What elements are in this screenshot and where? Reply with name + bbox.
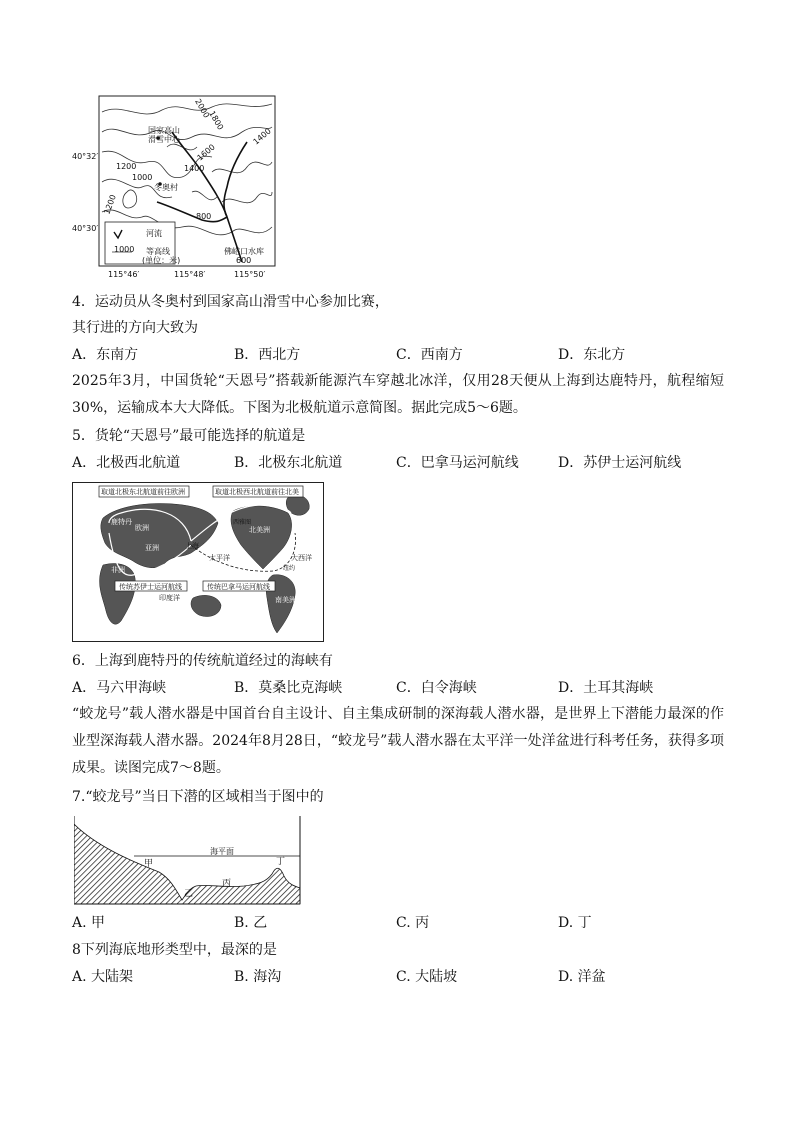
label-yi: 乙 bbox=[184, 889, 194, 899]
contour-label-800: 800 bbox=[196, 212, 212, 221]
legend-river: 河流 bbox=[146, 229, 162, 238]
label-sea-level: 海平面 bbox=[210, 847, 234, 856]
label-alpine-center: 国家高山 滑雪中心 bbox=[148, 126, 180, 144]
legend-sample-1000: 1000 bbox=[114, 245, 135, 254]
lon-label-2: 115°48′ bbox=[174, 270, 206, 279]
lon-label-3: 115°50′ bbox=[234, 270, 266, 279]
contour-label-1200-b: 1200 bbox=[102, 193, 118, 216]
contour-label-1600: 1600 bbox=[195, 142, 217, 163]
lat-label-1: 40°32′ bbox=[72, 152, 99, 161]
contour-label-1400-a: 1400 bbox=[251, 126, 273, 147]
label-bing: 丙 bbox=[222, 879, 232, 889]
map-label-europe: 欧洲 bbox=[135, 524, 149, 532]
map-label-shanghai: 上海 bbox=[185, 542, 199, 550]
q7-option-c[interactable]: C. 丙 bbox=[396, 915, 430, 931]
q7-option-a[interactable]: A. 甲 bbox=[72, 915, 106, 931]
label-jia: 甲 bbox=[144, 859, 154, 869]
intro-5-6: 2025年3月，中国货轮“天恩号”搭载新能源汽车穿越北冰洋，仅用28天便从上海到达鹿特丹，航程缩短30%，运输成本大大降低。下图为北极航道示意简图。据此完成5～6题。 bbox=[72, 373, 724, 416]
contour-label-1400-b: 1400 bbox=[184, 164, 205, 173]
q5-option-c[interactable]: C．巴拿马运河航线 bbox=[396, 455, 519, 471]
q7-option-b[interactable]: B. 乙 bbox=[234, 915, 268, 931]
map-label-indian-ocean: 印度洋 bbox=[159, 594, 180, 602]
q4-stem-line1: 4．运动员从冬奥村到国家高山滑雪中心参加比赛， bbox=[72, 294, 389, 310]
contour-label-2000: 2000 bbox=[193, 97, 212, 120]
contour-label-1000: 1000 bbox=[132, 173, 153, 182]
contour-map-figure bbox=[72, 92, 282, 287]
q4-option-c[interactable]: C．西南方 bbox=[396, 347, 463, 363]
seafloor-profile-figure bbox=[74, 814, 302, 906]
lon-label-1: 115°46′ bbox=[108, 270, 140, 279]
q7-option-d[interactable]: D. 丁 bbox=[558, 915, 592, 931]
q6-option-b[interactable]: B．莫桑比克海峡 bbox=[234, 680, 343, 696]
map-label-south-america: 南美洲 bbox=[275, 596, 296, 604]
map-label-atlantic: 大西洋 bbox=[291, 554, 312, 562]
q6-stem: 6．上海到鹿特丹的传统航道经过的海峡有 bbox=[72, 653, 333, 669]
contour-label-1200-a: 1200 bbox=[116, 162, 137, 171]
contour-label-600: 600 bbox=[236, 256, 252, 265]
label-winter-village: 冬奥村 bbox=[154, 183, 178, 192]
q8-option-c[interactable]: C. 大陆坡 bbox=[396, 969, 458, 985]
label-ding: 丁 bbox=[276, 857, 286, 867]
q8-option-b[interactable]: B. 海沟 bbox=[234, 969, 282, 985]
route-label-panama: 传统巴拿马运河航线 bbox=[207, 583, 270, 591]
arctic-route-map-svg bbox=[73, 483, 323, 641]
map-label-pacific: 太平洋 bbox=[209, 554, 230, 562]
lat-label-2: 40°30′ bbox=[72, 224, 99, 233]
intro-7-8: “蛟龙号”载人潜水器是中国首台自主设计、自主集成研制的深海载人潜水器，是世界上下潜能力最深的作业型深海载人潜水器。2024年8月28日，“蛟龙号”载人潜水器在太平洋一处洋盆进行科考任务，获得多项成果。读图完成7～8题。 bbox=[72, 706, 724, 776]
legend-contour: 等高线 bbox=[146, 247, 170, 256]
route-label-northeast: 取道北极东北航道前往欧洲 bbox=[101, 488, 185, 496]
q6-option-a[interactable]: A．马六甲海峡 bbox=[72, 680, 167, 696]
arctic-route-map bbox=[72, 482, 324, 642]
map-label-asia: 亚洲 bbox=[145, 544, 159, 552]
q8-option-d[interactable]: D. 洋盆 bbox=[558, 969, 606, 985]
q8-option-a[interactable]: A. 大陆架 bbox=[72, 969, 134, 985]
q5-stem: 5．货轮“天恩号”最可能选择的航道是 bbox=[72, 428, 306, 444]
label-reservoir: 佛峪口水库 bbox=[224, 247, 264, 256]
contour-label-1800: 1800 bbox=[207, 109, 226, 132]
q4-option-a[interactable]: A．东南方 bbox=[72, 347, 139, 363]
q4-option-d[interactable]: D．东北方 bbox=[558, 347, 626, 363]
q7-stem: 7.“蛟龙号”当日下潜的区域相当于图中的 bbox=[72, 789, 324, 805]
route-label-suez: 传统苏伊士运河航线 bbox=[119, 583, 182, 591]
legend-unit: (单位：米) bbox=[142, 256, 181, 265]
q6-option-c[interactable]: C．白令海峡 bbox=[396, 680, 477, 696]
route-label-northwest: 取道北极西北航道前往北美 bbox=[215, 488, 299, 496]
q5-option-d[interactable]: D．苏伊士运河航线 bbox=[558, 455, 682, 471]
q6-option-d[interactable]: D．土耳其海峡 bbox=[558, 680, 654, 696]
q4-stem-line2: 其行进的方向大致为 bbox=[72, 320, 198, 336]
q5-option-a[interactable]: A．北极西北航道 bbox=[72, 455, 181, 471]
map-label-rotterdam: 鹿特丹 bbox=[111, 518, 132, 526]
map-label-north-america: 北美洲 bbox=[249, 526, 270, 534]
map-label-newyork: 纽约 bbox=[283, 565, 296, 572]
map-label-seattle: 西雅图 bbox=[233, 519, 252, 526]
q8-stem: 8下列海底地形类型中，最深的是 bbox=[72, 942, 277, 958]
q4-option-b[interactable]: B．西北方 bbox=[234, 347, 301, 363]
map-label-africa: 非洲 bbox=[111, 566, 125, 574]
q5-option-b[interactable]: B．北极东北航道 bbox=[234, 455, 343, 471]
